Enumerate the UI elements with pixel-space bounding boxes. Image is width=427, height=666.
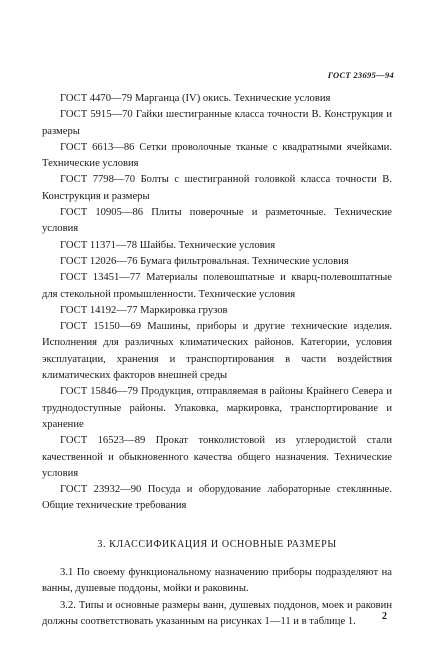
running-header: ГОСТ 23695—94 — [327, 70, 394, 80]
reference-item: ГОСТ 23932—90 Посуда и оборудование лабораторные стеклянные. Общие технические требования — [42, 484, 392, 512]
reference-item: ГОСТ 13451—77 Материалы полевошпатные и кварц-полевошпатные для стекольной промышленности. Технические условия — [42, 272, 392, 300]
reference-item: ГОСТ 10905—86 Плиты поверочные и разметочные. Технические условия — [42, 207, 392, 235]
document-body — [42, 91, 392, 630]
reference-item: ГОСТ 4470—79 Марганца (IV) окись. Технические условия — [60, 93, 331, 104]
reference-item: ГОСТ 7798—70 Болты с шестигранной головкой класса точности В. Конструкция и размеры — [42, 174, 392, 202]
reference-item: ГОСТ 11371—78 Шайбы. Технические условия — [60, 239, 276, 251]
reference-item: ГОСТ 15846—79 Продукция, отправляемая в районы Крайнего Севера и труднодоступные районы. Упаковка, маркировка, транспортирование и хранение — [42, 386, 392, 430]
section-paragraph: 3.2. Типы и основные размеры ванн, душевых поддонов, моек и раковин должны соответствовать указанным на рисунках 1—11 и в таблице 1. — [42, 599, 392, 627]
reference-item: ГОСТ 5915—70 Гайки шестигранные класса точности В. Конструкция и размеры — [42, 109, 392, 137]
reference-item: ГОСТ 6613—86 Сетки проволочные тканые с квадратными ячейками. Технические условия — [42, 141, 392, 170]
reference-item: ГОСТ 16523—89 Прокат тонколистовой из углеродистой стали качественной и обыкновенного качества общего назначения. Технические условия — [42, 435, 392, 479]
reference-item: ГОСТ 12026—76 Бумага фильтровальная. Технические условия — [60, 255, 349, 267]
section-paragraph: 3.1 По своему функциональному назначению приборы подразделяют на ванны, душевые поддоны, мойки и раковины. — [42, 567, 392, 595]
reference-item: ГОСТ 15150—69 Машины, приборы и другие технические изделия. Исполнения для различных климатических районов. Категории, условия эксплуатации, хранения и транспортирования в части воздействия климатических факторов внешней среды — [42, 321, 392, 382]
page-number: 2 — [382, 611, 387, 622]
reference-item: ГОСТ 14192—77 Маркировка грузов — [60, 304, 228, 316]
section-heading: 3. КЛАССИФИКАЦИЯ И ОСНОВНЫЕ РАЗМЕРЫ — [97, 538, 337, 550]
